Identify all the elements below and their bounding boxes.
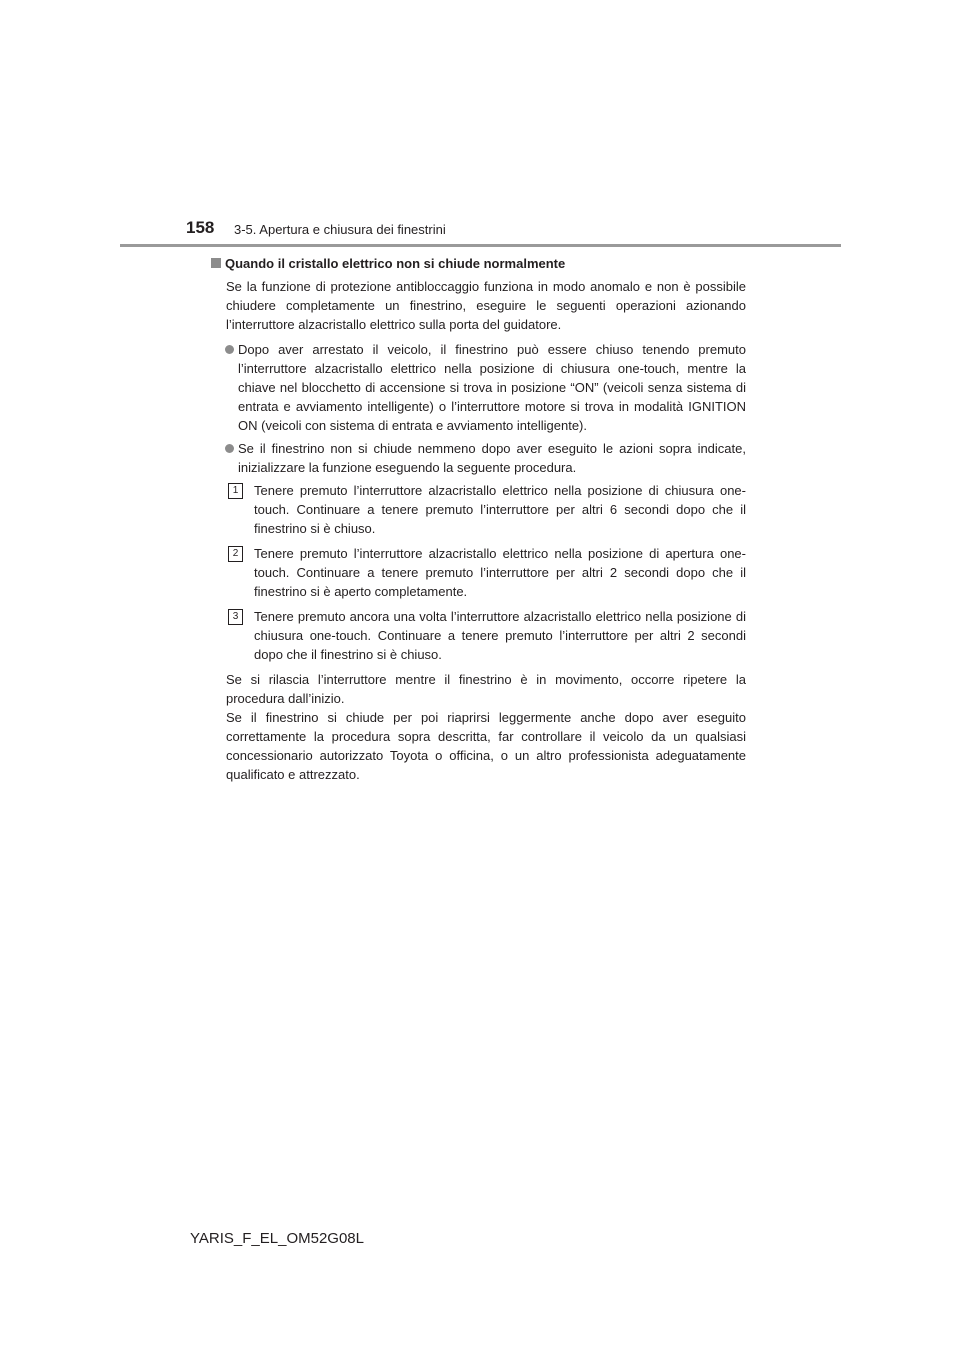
bullet-item bbox=[211, 340, 746, 435]
header-rule bbox=[120, 244, 841, 247]
step-text: Tenere premuto ancora una volta l’interruttore alzacristallo elettrico nella posizione di chiusura one-touch. Continuare a tenere premuto l’interruttore per altri 2 secondi dopo che il finestrino si è chiuso. bbox=[254, 609, 746, 662]
intro-paragraph: Se la funzione di protezione antibloccaggio funziona in modo anomalo e non è possibile chiudere completamente un finestrino, eseguire le seguenti operazioni azionando l’interruttore alzacristallo elettrico sulla porta del guidatore. bbox=[226, 279, 746, 332]
step-text: Tenere premuto l’interruttore alzacristallo elettrico nella posizione di apertura one-touch. Continuare a tenere premuto l’interruttore per altri 2 secondi dopo che il finestrino si è aperto completamente. bbox=[254, 546, 746, 599]
bullet-text: Se il finestrino non si chiude nemmeno dopo aver eseguito le azioni sopra indicate, inizializzare la funzione eseguendo la seguente procedura. bbox=[238, 441, 746, 475]
heading-text: Quando il cristallo elettrico non si chiude normalmente bbox=[225, 256, 566, 271]
subsection-heading bbox=[211, 254, 746, 273]
circle-bullet-icon bbox=[225, 345, 234, 354]
bullet-text: Dopo aver arrestato il veicolo, il finestrino può essere chiuso tenendo premuto l’interruttore alzacristallo elettrico nella posizione di chiusura one-touch, mentre la chiave nel blocchetto di accensione si trova in posizione “ON” (veicoli senza sistema di entrata e avviamento intelligente) o l’interruttore motore si trova in modalità IGNITION ON (veicoli con sistema di entrata e avviamento intelligente). bbox=[238, 342, 746, 433]
square-bullet-icon bbox=[211, 258, 221, 268]
step-item bbox=[211, 544, 746, 601]
step-text: Tenere premuto l’interruttore alzacristallo elettrico nella posizione di chiusura one-touch. Continuare a tenere premuto l’interruttore per altri 6 secondi dopo che il finestrino si è chiuso. bbox=[254, 483, 746, 536]
step-number-box: 3 bbox=[228, 609, 243, 625]
bullet-item bbox=[211, 439, 746, 477]
closing-paragraph: Se si rilascia l’interruttore mentre il finestrino è in movimento, occorre ripetere la procedura dall’inizio. bbox=[226, 672, 746, 706]
section-title: 3-5. Apertura e chiusura dei finestrini bbox=[234, 222, 446, 237]
closing-paragraph: Se il finestrino si chiude per poi riaprirsi leggermente anche dopo aver eseguito correttamente la procedura sopra descritta, far controllare il veicolo da un qualsiasi concessionario autorizzato Toyota o officina, o un altro professionista adeguatamente qualificato e attrezzato. bbox=[226, 710, 746, 782]
step-number-box: 1 bbox=[228, 483, 243, 499]
step-item bbox=[211, 481, 746, 538]
step-number-box: 2 bbox=[228, 546, 243, 562]
content-body bbox=[211, 254, 746, 784]
footer-doc-code: YARIS_F_EL_OM52G08L bbox=[190, 1230, 364, 1247]
step-item bbox=[211, 607, 746, 664]
page-number: 158 bbox=[186, 218, 215, 237]
circle-bullet-icon bbox=[225, 444, 234, 453]
